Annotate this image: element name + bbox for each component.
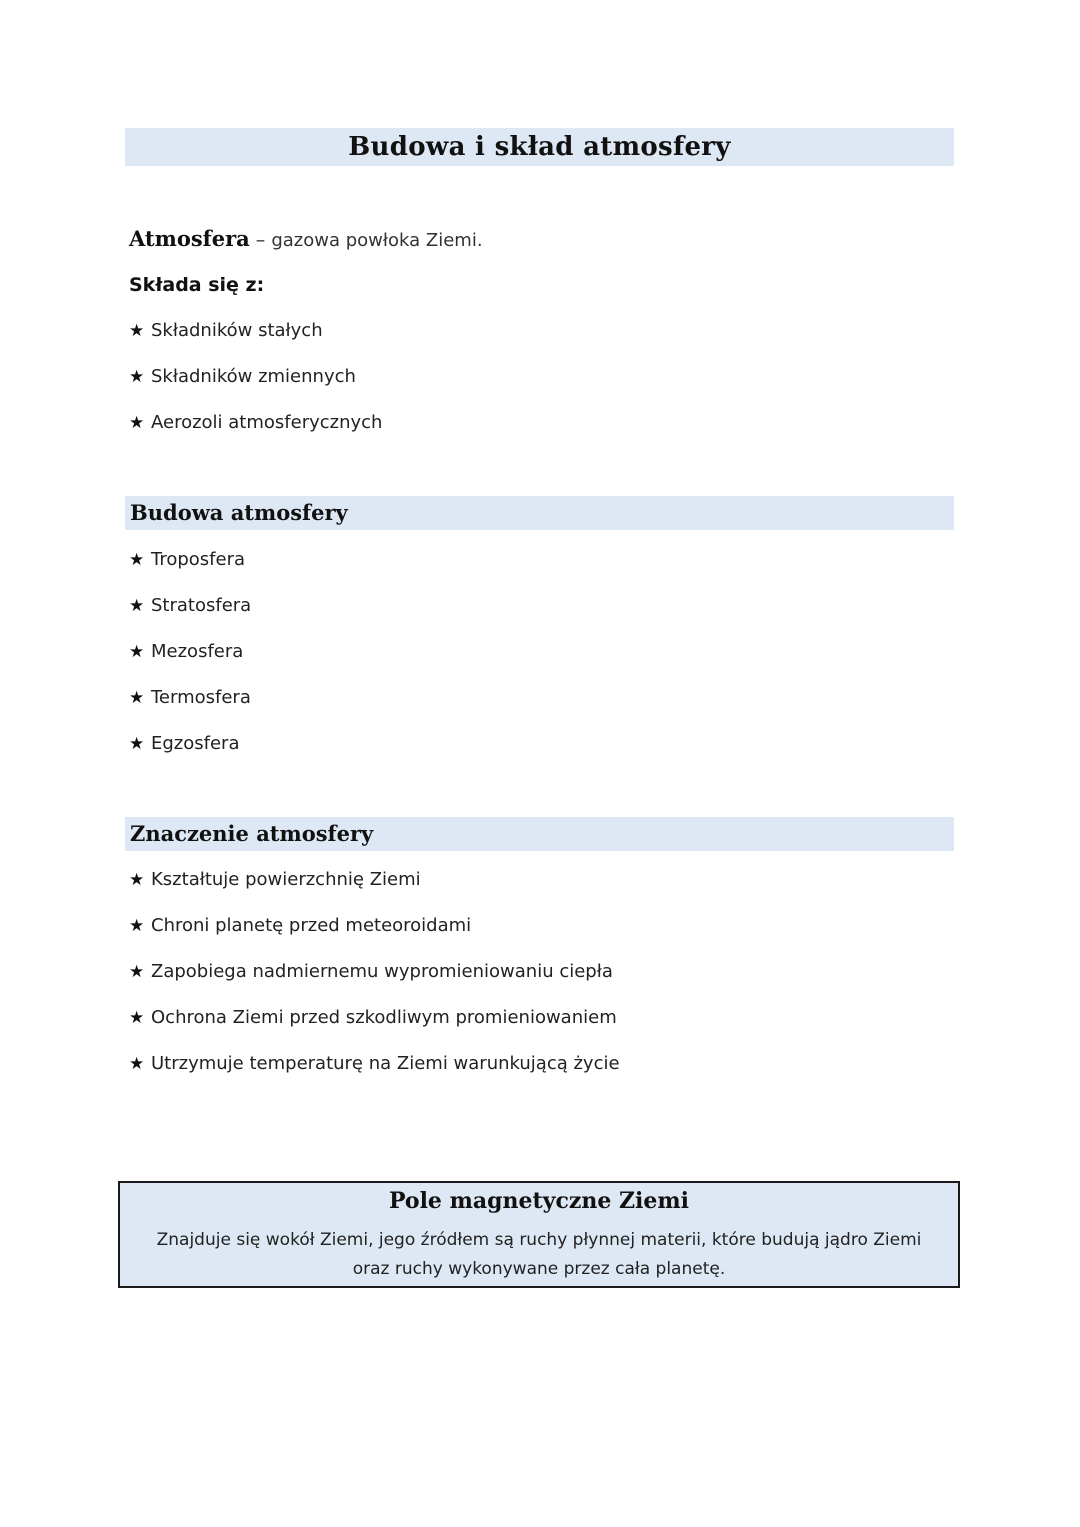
list-item (129, 592, 251, 620)
box-title: Pole magnetyczne Ziemi (388, 1188, 690, 1214)
star-icon: ★ (129, 413, 145, 433)
list-item (129, 1004, 617, 1032)
section-title: Znaczenie atmosfery (130, 821, 374, 846)
star-icon: ★ (129, 1054, 145, 1074)
list-item-label: Stratosfera (151, 595, 252, 616)
list-item-label: Utrzymuje temperaturę na Ziemi warunkującą życie (151, 1053, 620, 1074)
list-item-label: Troposfera (151, 549, 246, 570)
list-item (129, 912, 471, 940)
star-icon: ★ (129, 688, 145, 708)
star-icon: ★ (129, 596, 145, 616)
page-title: Budowa i skład atmosfery (348, 132, 731, 162)
star-icon: ★ (129, 321, 145, 341)
star-icon: ★ (129, 642, 145, 662)
box-text: Znajduje się wokół Ziemi, jego źródłem są ruchy płynnej materii, które budują jądro Ziemi oraz ruchy wykonywane przez cała planetę. (156, 1230, 922, 1279)
definition-line (129, 224, 483, 256)
list-item (129, 866, 421, 894)
composition-heading: Składa się z: (129, 274, 265, 296)
star-icon: ★ (129, 550, 145, 570)
list-item (129, 958, 613, 986)
list-item (129, 317, 323, 345)
list-item-label: Aerozoli atmosferycznych (151, 412, 383, 433)
star-icon: ★ (129, 1008, 145, 1028)
list-item (129, 546, 245, 574)
section-header-structure (125, 496, 954, 530)
list-item-label: Termosfera (151, 687, 251, 708)
list-item (129, 684, 251, 712)
magnetic-field-box (118, 1181, 960, 1288)
list-item (129, 363, 356, 391)
star-icon: ★ (129, 367, 145, 387)
list-item-label: Ochrona Ziemi przed szkodliwym promieniowaniem (151, 1007, 617, 1028)
list-item-label: Składników zmiennych (151, 366, 356, 387)
list-item-label: Zapobiega nadmiernemu wypromieniowaniu ciepła (151, 961, 613, 982)
list-item-label: Chroni planetę przed meteoroidami (151, 915, 472, 936)
list-item (129, 1050, 620, 1078)
list-item-label: Mezosfera (151, 641, 244, 662)
list-item-label: Składników stałych (151, 320, 323, 341)
list-item (129, 409, 382, 437)
star-icon: ★ (129, 734, 145, 754)
star-icon: ★ (129, 870, 145, 890)
definition-term: Atmosfera (129, 226, 250, 251)
star-icon: ★ (129, 916, 145, 936)
definition-text: gazowa powłoka Ziemi. (271, 230, 483, 251)
list-item-label: Kształtuje powierzchnię Ziemi (151, 869, 421, 890)
list-item (129, 730, 239, 758)
definition-dash: – (255, 229, 266, 251)
section-title: Budowa atmosfery (130, 500, 348, 525)
star-icon: ★ (129, 962, 145, 982)
section-header-importance (125, 817, 954, 851)
list-item-label: Egzosfera (151, 733, 240, 754)
list-item (129, 638, 243, 666)
title-bar (125, 128, 954, 166)
